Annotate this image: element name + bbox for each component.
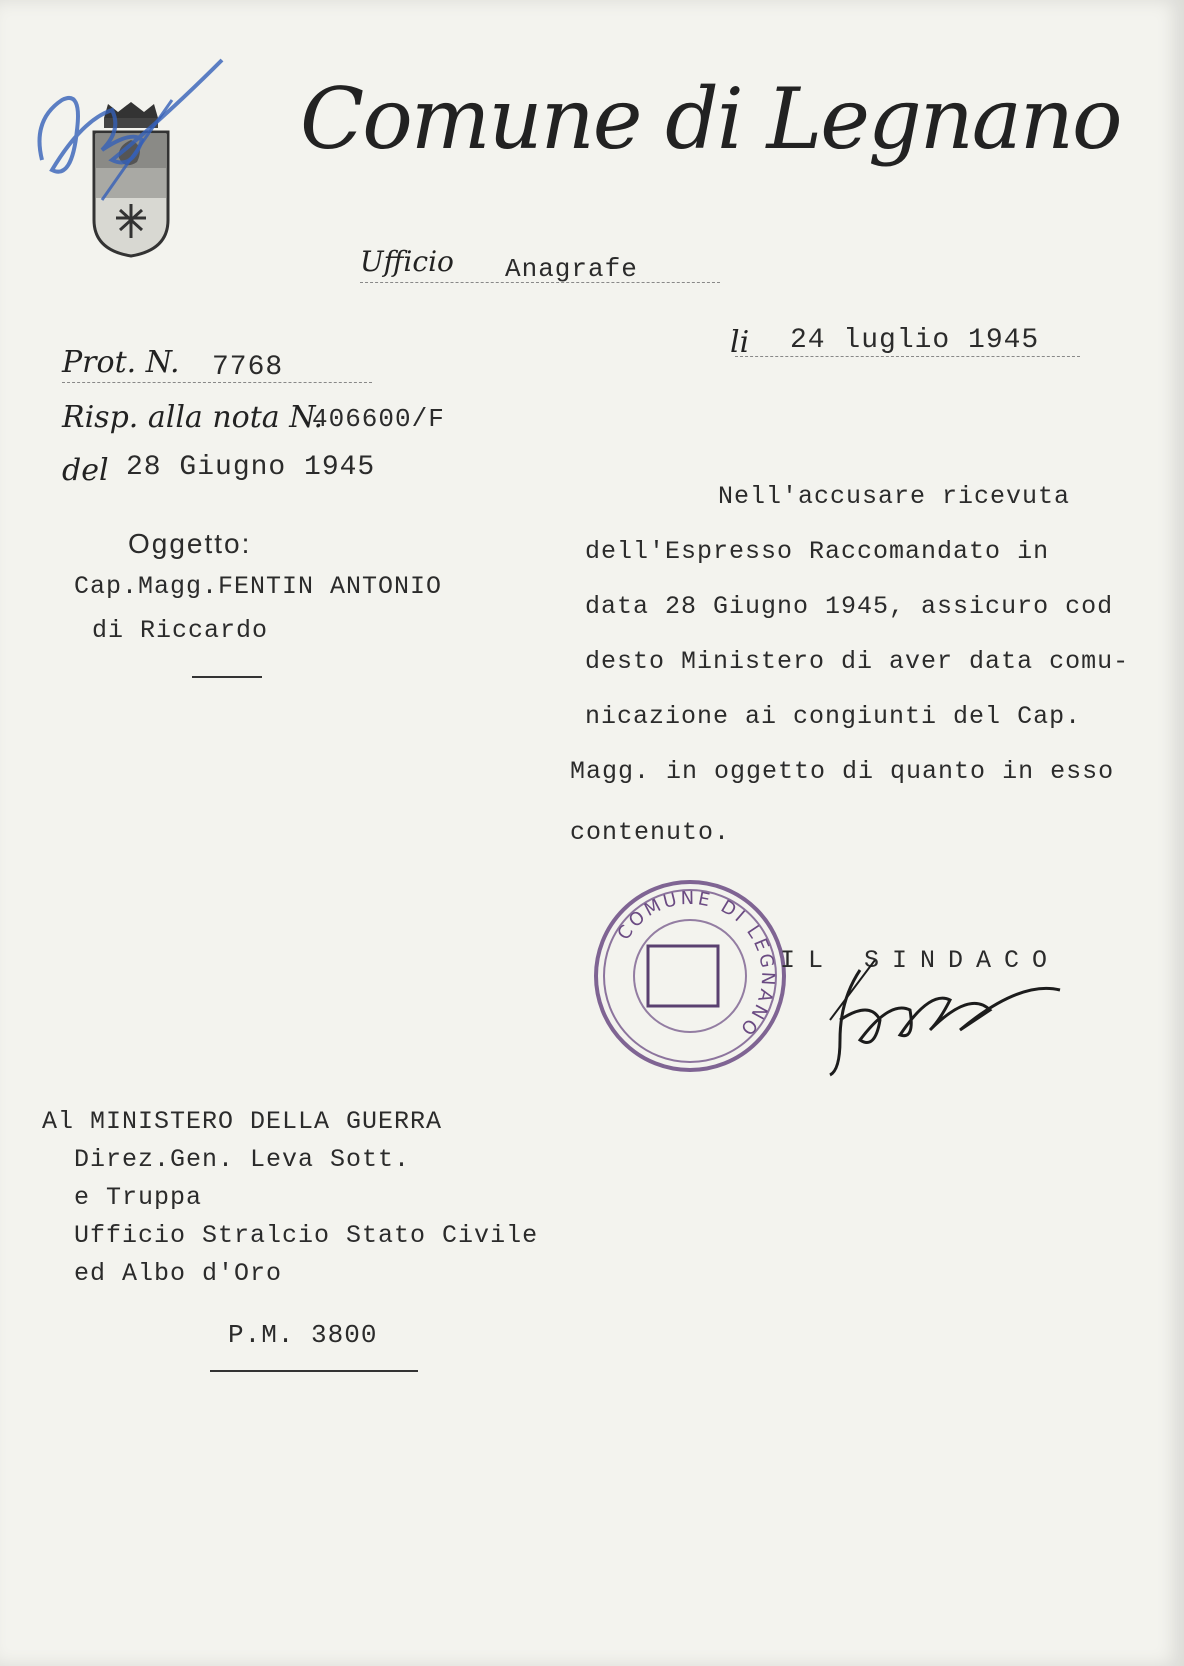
official-stamp-icon	[590, 876, 790, 1076]
recipient-line: ed Albo d'Oro	[74, 1259, 283, 1288]
subject-line-2: di Riccardo	[92, 616, 269, 645]
prot-number: 7768	[212, 352, 284, 383]
risp-label: Risp. alla nota N.	[62, 400, 324, 435]
ufficio-value: Anagrafe	[505, 254, 638, 284]
subject-label: Oggetto:	[128, 528, 252, 559]
body-line: desto Ministero di aver data comu-	[585, 647, 1130, 676]
handwritten-signature	[820, 960, 1080, 1080]
recipient-line: Ufficio Stralcio Stato Civile	[74, 1221, 539, 1250]
body-line: nicazione ai congiunti del Cap.	[585, 702, 1082, 731]
letterhead-title: Comune di Legnano	[300, 70, 1121, 168]
signatory-title: IL SINDACO	[780, 946, 1061, 975]
del-label: del	[62, 453, 109, 488]
risp-number: 406600/F	[312, 404, 445, 434]
recipient-line: e Truppa	[74, 1183, 203, 1212]
recipient-line: Direz.Gen. Leva Sott.	[74, 1145, 411, 1174]
body-line: contenuto.	[570, 818, 731, 847]
handwritten-mark-icon	[22, 40, 232, 210]
letter-date: 24 luglio 1945	[790, 325, 1040, 356]
postal-military-number: P.M. 3800	[228, 1320, 378, 1350]
prot-label: Prot. N.	[62, 345, 180, 380]
prot-underline	[62, 382, 372, 383]
stamp-text: COMUNE DI LEGNANO	[613, 887, 779, 1042]
subject-divider	[192, 676, 262, 678]
recipient-line: Al MINISTERO DELLA GUERRA	[42, 1107, 443, 1136]
ufficio-label: Ufficio	[360, 245, 454, 278]
subject-line-1: Cap.Magg.FENTIN ANTONIO	[74, 572, 443, 601]
date-underline	[735, 356, 1080, 357]
svg-text:COMUNE DI LEGNANO	[613, 888, 778, 1041]
reference-date: 28 Giugno 1945	[126, 452, 376, 483]
body-line: Magg. in oggetto di quanto in esso	[570, 757, 1115, 786]
body-line: data 28 Giugno 1945, assicuro cod	[585, 592, 1114, 621]
body-line: dell'Espresso Raccomandato in	[585, 537, 1050, 566]
ufficio-underline	[360, 282, 720, 283]
pm-underline	[210, 1370, 418, 1372]
date-label: li	[730, 325, 750, 360]
body-line: Nell'accusare ricevuta	[718, 482, 1071, 511]
